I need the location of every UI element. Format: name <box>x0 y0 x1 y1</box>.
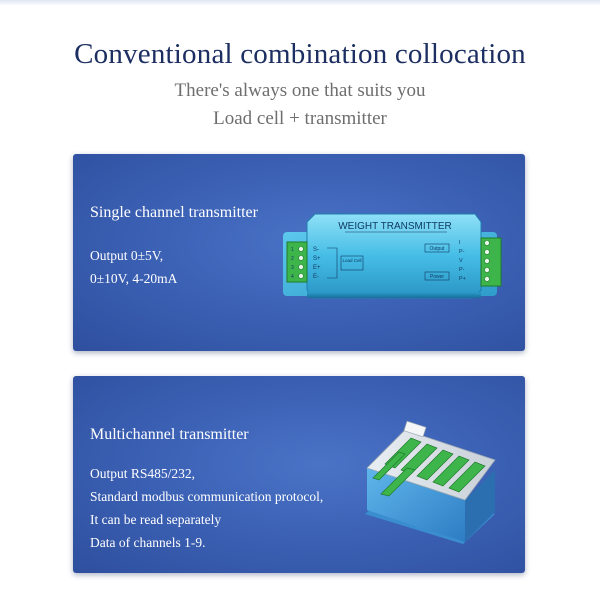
description-line: It can be read separately <box>90 512 222 527</box>
pin-label: E+ <box>313 265 321 271</box>
terminal-number: 1 <box>291 247 294 253</box>
single-channel-card <box>73 154 525 351</box>
pin-label: V <box>459 258 463 264</box>
card-heading: Multichannel transmitter <box>90 426 249 443</box>
power-label: Power <box>429 274 445 280</box>
screw-icon <box>299 256 304 261</box>
screw-icon <box>299 265 304 270</box>
page-subtitle-secondary: Load cell + transmitter <box>213 108 387 129</box>
multichannel-card <box>73 376 525 573</box>
page-subtitle: There's always one that suits you <box>174 80 426 101</box>
left-terminal-block <box>287 242 307 282</box>
screw-icon <box>485 259 490 264</box>
description-line: Standard modbus communication protocol, <box>90 489 324 504</box>
screw-icon <box>485 277 490 282</box>
screw-icon <box>485 250 490 255</box>
description-line: Data of channels 1-9. <box>90 535 206 550</box>
description-line: Output RS485/232, <box>90 466 196 481</box>
body-edge <box>307 292 481 298</box>
pin-label: E- <box>313 274 319 280</box>
terminal-number: 4 <box>291 274 294 280</box>
screw-icon <box>485 241 490 246</box>
card-description <box>90 244 177 290</box>
screw-icon <box>299 274 304 279</box>
pin-label: S- <box>313 247 319 253</box>
pin-label: P- <box>459 267 465 273</box>
page-title: Conventional combination collocation <box>74 38 526 70</box>
card-heading: Single channel transmitter <box>90 204 258 221</box>
terminal-number: 2 <box>291 256 294 262</box>
screw-icon <box>299 247 304 252</box>
load-cell-label: Load Cell <box>342 258 362 263</box>
multichannel-transmitter-image <box>345 394 505 554</box>
right-terminal-block <box>481 238 501 286</box>
top-divider <box>0 0 600 6</box>
pin-label: P+ <box>459 276 466 282</box>
screw-icon <box>485 268 490 273</box>
card-description <box>90 462 323 554</box>
terminal-number: 3 <box>291 265 294 271</box>
description-line: 0±10V, 4-20mA <box>90 271 178 286</box>
pin-label: S+ <box>313 256 321 262</box>
pin-label: P- <box>459 249 465 255</box>
output-label: Output <box>429 246 445 252</box>
weight-transmitter-image <box>275 202 505 312</box>
description-line: Output 0±5V, <box>90 248 164 263</box>
device-label: WEIGHT TRANSMITTER <box>338 221 452 232</box>
pin-label: I <box>459 240 461 246</box>
